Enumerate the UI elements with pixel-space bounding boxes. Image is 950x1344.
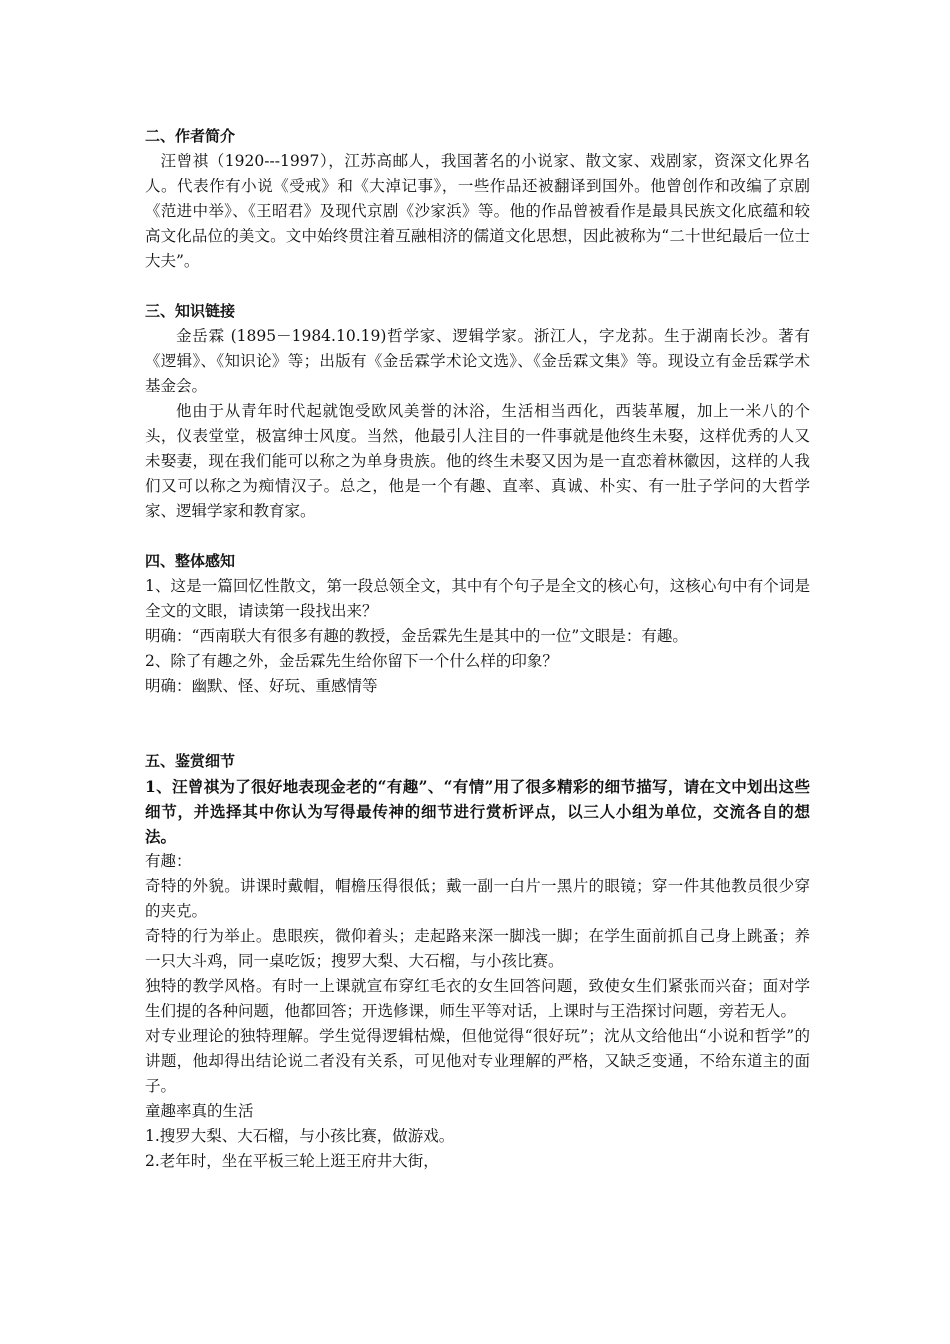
details-paragraph-theory: 对专业理论的独特理解。学生觉得逻辑枯燥，但他觉得“很好玩”；沈从文给他出“小说和哲学”的讲题，他却得出结论说二者没有关系，可见他对专业理解的严格，又缺乏变通，不给东道主的面子。 — [145, 1027, 810, 1095]
question-1: 1、这是一篇回忆性散文，第一段总领全文，其中有个句子是全文的核心句，这核心句中有个词是全文的文眼，请读第一段找出来？ — [145, 577, 810, 620]
details-label: 有趣： — [145, 852, 192, 870]
answer-2: 明确：幽默、怪、好玩、重感情等 — [145, 677, 378, 695]
details-paragraph-behavior: 奇特的行为举止。患眼疾，微仰着头；走起路来深一脚浅一脚；在学生面前抓自己身上跳蚤；养一只大斗鸡，同一桌吃饭；搜罗大梨、大石榴，与小孩比赛。 — [145, 927, 810, 970]
details-paragraph-appearance: 奇特的外貌。讲课时戴帽，帽檐压得很低；戴一副一白片一黑片的眼镜；穿一件其他教员很少穿的夹克。 — [145, 877, 810, 920]
section-heading-knowledge: 三、知识链接 — [145, 302, 236, 320]
author-intro-paragraph: 汪曾祺（1920---1997），江苏高邮人，我国著名的小说家、散文家、戏剧家，资深文化界名人。代表作有小说《受戒》和《大淖记事》，一些作品还被翻译到国外。他曾创作和改编了京剧《范进中举》、《王昭君》及现代京剧《沙家浜》等。他的作品曾被看作是最具民族文化底蕴和较高文化品位的美文。文中始终贯注着互融相济的儒道文化思想，因此被称为“二十世纪最后一位士大夫”。 — [145, 152, 810, 270]
section-heading-author: 二、作者简介 — [145, 127, 236, 145]
knowledge-paragraph-2: 他由于从青年时代起就饱受欧风美誉的沐浴，生活相当西化，西装革履，加上一米八的个头，仪表堂堂，极富绅士风度。当然，他最引人注目的一件事就是他终生未娶，这样优秀的人又未娶妻，现在我们能可以称之为单身贵族。他的终生未娶又因为是一直恋着林徽因，这样的人我们又可以称之为痴情汉子。总之，他是一个有趣、直率、真诚、朴实、有一肚子学问的大哲学家、逻辑学家和教育家。 — [145, 402, 810, 520]
document-page — [145, 124, 810, 1174]
question-2: 2、除了有趣之外，金岳霖先生给你留下一个什么样的印象？ — [145, 652, 558, 670]
knowledge-paragraph-1: 金岳霖 (1895－1984.10.19)哲学家、逻辑学家。浙江人，字龙荪。生于湖南长沙。著有《逻辑》、《知识论》等；出版有《金岳霖学术论文选》、《金岳霖文集》等。现设立有金岳霖学术基金会。 — [145, 327, 810, 395]
details-item-2: 2.老年时，坐在平板三轮上逛王府井大街， — [145, 1152, 439, 1170]
answer-1: 明确：“西南联大有很多有趣的教授，金岳霖先生是其中的一位”文眼是：有趣。 — [145, 627, 688, 645]
details-item-1: 1.搜罗大梨、大石榴，与小孩比赛，做游戏。 — [145, 1127, 455, 1145]
section-heading-overall: 四、整体感知 — [145, 552, 236, 570]
details-task: 1、汪曾祺为了很好地表现金老的“有趣”、“有情”用了很多精彩的细节描写，请在文中划出这些细节，并选择其中你认为写得最传神的细节进行赏析评点，以三人小组为单位，交流各自的想法。 — [145, 777, 810, 846]
details-paragraph-teaching: 独特的教学风格。有时一上课就宣布穿红毛衣的女生回答问题，致使女生们紧张而兴奋；面对学生们提的各种问题，他都回答；开选修课，师生平等对话，上课时与王浩探讨问题，旁若无人。 — [145, 977, 810, 1020]
details-paragraph-life: 童趣率真的生活 — [145, 1102, 254, 1120]
section-heading-details: 五、鉴赏细节 — [145, 752, 236, 770]
